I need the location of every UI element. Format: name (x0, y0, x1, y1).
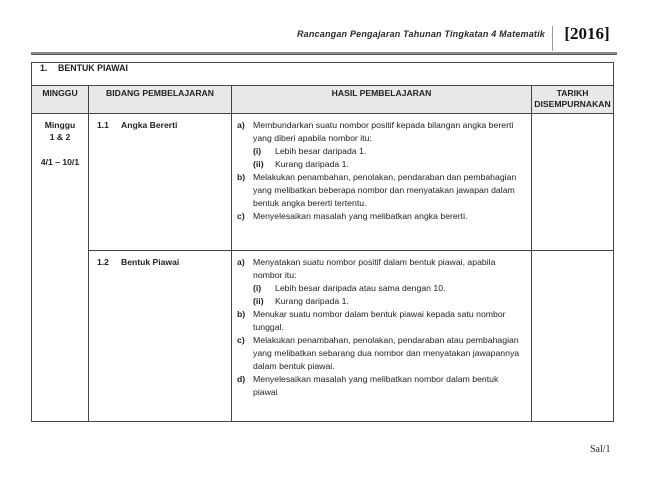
section-title-row (32, 63, 614, 86)
outcome-text: Membundarkan suatu nombor positif kepada bilangan angka bererti yang diberi apabila nombor itu: (253, 120, 514, 143)
outcome-text: Melakukan penambahan, penolakan, pendaraban dan pembahagian yang melibatkan beberapa nombor dan menyatakan jawapan dalam bentuk angka bererti tertentu. (253, 172, 517, 208)
topic-number: 1.1 (97, 120, 109, 130)
outcome-label: a) (237, 257, 245, 267)
week-cell (32, 114, 89, 422)
tarikh-cell-1-2 (532, 251, 614, 422)
outcome-label: b) (237, 309, 246, 319)
outcome-subtext: Lebih besar daripada atau sama dengan 10. (275, 283, 446, 293)
section-number: 1. (40, 63, 48, 73)
topic-title: Bentuk Piawai (121, 257, 180, 267)
outcome-item (237, 334, 525, 373)
outcome-subtext: Lebih besar daripada 1. (275, 146, 367, 156)
outcomes-cell-1-1 (232, 114, 532, 251)
outcome-text: Menyelesaikan masalah yang melibatkan angka bererti. (253, 211, 468, 221)
col-header-tarikh: TARIKH DISEMPURNAKAN (532, 86, 614, 114)
outcome-item (237, 119, 525, 145)
week-label: Minggu (44, 120, 76, 130)
outcome-text: Melakukan penambahan, penolakan, pendaraban atau pembahagian yang melibatkan sebarang dua nombor dan menyatakan jawapannya dalam bentuk piawai. (253, 335, 520, 371)
table-row (32, 114, 614, 251)
col-header-minggu: MINGGU (32, 86, 89, 114)
week-dates: 4/1 – 10/1 (40, 157, 80, 167)
outcomes-cell-1-2 (232, 251, 532, 422)
lesson-plan-table (31, 62, 614, 422)
outcome-item (237, 171, 525, 210)
doc-title: Rancangan Pengajaran Tahunan Tingkatan 4 Matematik (296, 29, 545, 39)
table-header-row (32, 86, 614, 114)
tarikh-cell-1-1 (532, 114, 614, 251)
col-header-hasil: HASIL PEMBELAJARAN (232, 86, 532, 114)
topic-cell-1-2 (89, 251, 232, 422)
outcome-subitem (253, 282, 525, 295)
week-numbers: 1 & 2 (49, 132, 71, 142)
outcome-subtext: Kurang daripada 1. (275, 296, 349, 306)
table-row (32, 251, 614, 422)
outcome-label: d) (237, 374, 246, 384)
outcome-subitem (253, 158, 525, 171)
outcome-label: b) (237, 172, 246, 182)
outcome-sublabel: (ii) (253, 159, 264, 169)
outcome-label: c) (237, 335, 245, 345)
outcome-label: c) (237, 211, 245, 221)
outcome-label: a) (237, 120, 245, 130)
year-badge: [2016] (564, 24, 610, 43)
outcome-text: Menyelesaikan masalah yang melibatkan nombor dalam bentuk piawai (253, 374, 499, 397)
outcome-item (237, 210, 525, 223)
outcome-sublabel: (ii) (253, 296, 264, 306)
page-footer-ref: Sal/1 (590, 444, 611, 455)
outcome-subitem (253, 145, 525, 158)
header-rule (31, 52, 617, 55)
topic-number: 1.2 (97, 257, 109, 267)
outcome-sublabel: (i) (253, 283, 262, 293)
outcome-item (237, 256, 525, 282)
outcome-text: Menukar suatu nombor dalam bentuk piawai kepada satu nombor tunggal. (253, 309, 506, 332)
col-header-bidang: BIDANG PEMBELAJARAN (89, 86, 232, 114)
outcome-text: Menyatakan suatu nombor positif dalam bentuk piawai, apabila nombor itu: (253, 257, 496, 280)
section-title-cell (32, 63, 614, 86)
outcome-subitem (253, 295, 525, 308)
header-divider (552, 26, 553, 51)
outcome-sublabel: (i) (253, 146, 262, 156)
section-title: BENTUK PIAWAI (58, 63, 128, 73)
outcome-item (237, 308, 525, 334)
outcome-subtext: Kurang daripada 1. (275, 159, 349, 169)
topic-title: Angka Bererti (121, 120, 178, 130)
outcome-item (237, 373, 525, 399)
topic-cell-1-1 (89, 114, 232, 251)
